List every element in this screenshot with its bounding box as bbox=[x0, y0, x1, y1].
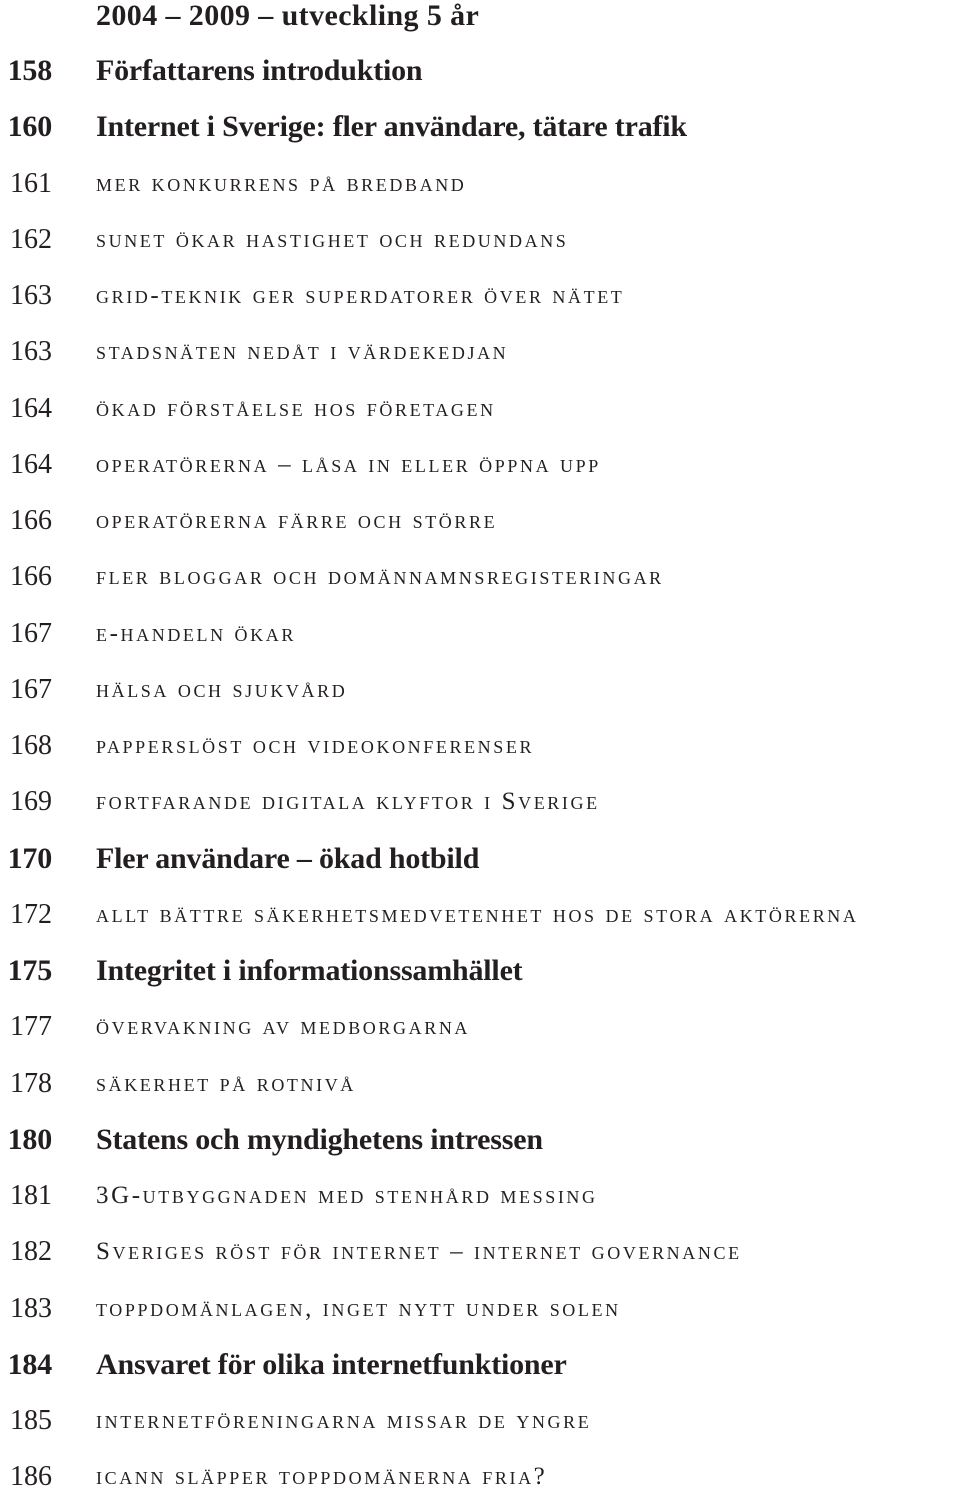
toc-page-number: 164 bbox=[10, 448, 52, 480]
toc-header-title: 2004 – 2009 – utveckling 5 år bbox=[96, 0, 480, 32]
toc-entry-title: mer konkurrens på bredband bbox=[96, 169, 467, 197]
toc-entry-title: icann släpper toppdomänerna fria? bbox=[96, 1463, 548, 1491]
toc-entry-title: Fler användare – ökad hotbild bbox=[96, 841, 480, 875]
toc-entry-title: grid-teknik ger superdatorer över nätet bbox=[96, 282, 625, 309]
toc-entry-title: operatörerna – låsa in eller öppna upp bbox=[96, 450, 601, 478]
toc-page-number: 160 bbox=[7, 110, 52, 144]
toc-sub-entry bbox=[0, 268, 960, 324]
toc-entry-title: fler bloggar och domännamnsregisteringar bbox=[96, 563, 664, 591]
toc-sub-entry bbox=[0, 718, 960, 774]
toc-page-number: 169 bbox=[10, 786, 52, 818]
toc-sub-entry bbox=[0, 774, 960, 830]
toc-entry-title: Ansvaret för olika internetfunktioner bbox=[96, 1347, 567, 1381]
toc-entry-title: Författarens introduktion bbox=[96, 54, 423, 87]
toc-page-number: 185 bbox=[10, 1405, 52, 1436]
toc-entry-title: stadsnäten nedåt i värdekedjan bbox=[96, 338, 509, 366]
toc-entry-title: Internet i Sverige: fler användare, tätare trafik bbox=[96, 110, 687, 144]
toc-page-number: 170 bbox=[7, 841, 52, 875]
toc-page-number: 168 bbox=[10, 730, 52, 761]
toc-sub-entry bbox=[0, 1224, 960, 1280]
toc-page-number: 184 bbox=[7, 1347, 52, 1381]
toc-page-number: 180 bbox=[7, 1122, 52, 1156]
toc-sub-entry bbox=[0, 493, 960, 549]
toc-entry-title: papperslöst och videokonferenser bbox=[96, 732, 535, 759]
toc-section-heading bbox=[0, 943, 960, 999]
toc-sub-entry bbox=[0, 887, 960, 943]
toc-page-number: 163 bbox=[10, 280, 52, 311]
toc-entry-title: övervakning av medborgarna bbox=[96, 1013, 471, 1041]
toc-sub-entry bbox=[0, 999, 960, 1055]
toc-section-heading bbox=[0, 831, 960, 887]
toc-section-heading bbox=[0, 99, 960, 155]
toc-entry-title: sunet ökar hastighet och redundans bbox=[96, 225, 569, 253]
toc-section-heading bbox=[0, 1337, 960, 1393]
toc-section-heading bbox=[0, 1112, 960, 1168]
toc-sub-entry bbox=[0, 381, 960, 437]
toc-sub-entry bbox=[0, 1393, 960, 1449]
toc-sub-entry bbox=[0, 606, 960, 662]
toc-entry-title: allt bättre säkerhetsmedvetenhet hos de stora aktörerna bbox=[96, 900, 859, 928]
toc-page-number: 181 bbox=[10, 1180, 52, 1211]
toc-sub-entry bbox=[0, 324, 960, 380]
toc-sub-entry bbox=[0, 437, 960, 493]
toc-sub-entry bbox=[0, 1449, 960, 1505]
toc-page-number: 186 bbox=[10, 1461, 52, 1493]
toc-entry-title: ökad förståelse hos företagen bbox=[96, 394, 496, 422]
toc-entry-title: 3G-utbyggnaden med stenhård messing bbox=[96, 1182, 598, 1209]
toc-sub-entry bbox=[0, 212, 960, 268]
toc-sub-entry bbox=[0, 549, 960, 605]
toc-sub-entry bbox=[0, 156, 960, 212]
toc-entry-title: hälsa och sjukvård bbox=[96, 675, 348, 703]
toc-sub-entry bbox=[0, 1168, 960, 1224]
toc-page-number: 161 bbox=[10, 167, 52, 199]
toc-entry-title: toppdomänlagen, inget nytt under solen bbox=[96, 1294, 621, 1322]
toc-section-heading bbox=[0, 43, 960, 99]
toc-entry-title: internetföreningarna missar de yngre bbox=[96, 1407, 592, 1434]
toc-entry-title: Sveriges röst för internet – internet governance bbox=[96, 1238, 742, 1266]
toc-page-number: 183 bbox=[10, 1292, 52, 1324]
toc-page-number: 167 bbox=[10, 617, 52, 649]
toc-page-number: 175 bbox=[7, 954, 52, 987]
toc-page-number: 164 bbox=[10, 392, 52, 424]
toc-entry-title: fortfarande digitala klyftor i Sverige bbox=[96, 788, 600, 816]
toc-page-number: 162 bbox=[10, 223, 52, 255]
toc-sub-entry bbox=[0, 1056, 960, 1112]
toc-entry-title: e-handeln ökar bbox=[96, 619, 296, 647]
toc-page-number: 163 bbox=[10, 336, 52, 368]
toc-entry-title: Statens och myndighetens intressen bbox=[96, 1122, 543, 1156]
toc-page-number: 158 bbox=[7, 54, 52, 87]
toc-page-number: 178 bbox=[10, 1067, 52, 1099]
toc-entry-title: Integritet i informationssamhället bbox=[96, 954, 523, 987]
toc-page-number: 177 bbox=[10, 1011, 52, 1043]
toc-sub-entry bbox=[0, 1281, 960, 1337]
toc-entry-title: säkerhet på rotnivå bbox=[96, 1069, 356, 1097]
toc-page-number: 172 bbox=[10, 898, 52, 930]
toc-entry-title: operatörerna färre och större bbox=[96, 507, 498, 534]
toc-page-number: 167 bbox=[10, 673, 52, 705]
toc-sub-entry bbox=[0, 662, 960, 718]
toc-header-row bbox=[0, 0, 960, 44]
toc-page-number: 182 bbox=[10, 1236, 52, 1268]
toc-page-number: 166 bbox=[10, 505, 52, 536]
toc-page-number: 166 bbox=[10, 561, 52, 593]
